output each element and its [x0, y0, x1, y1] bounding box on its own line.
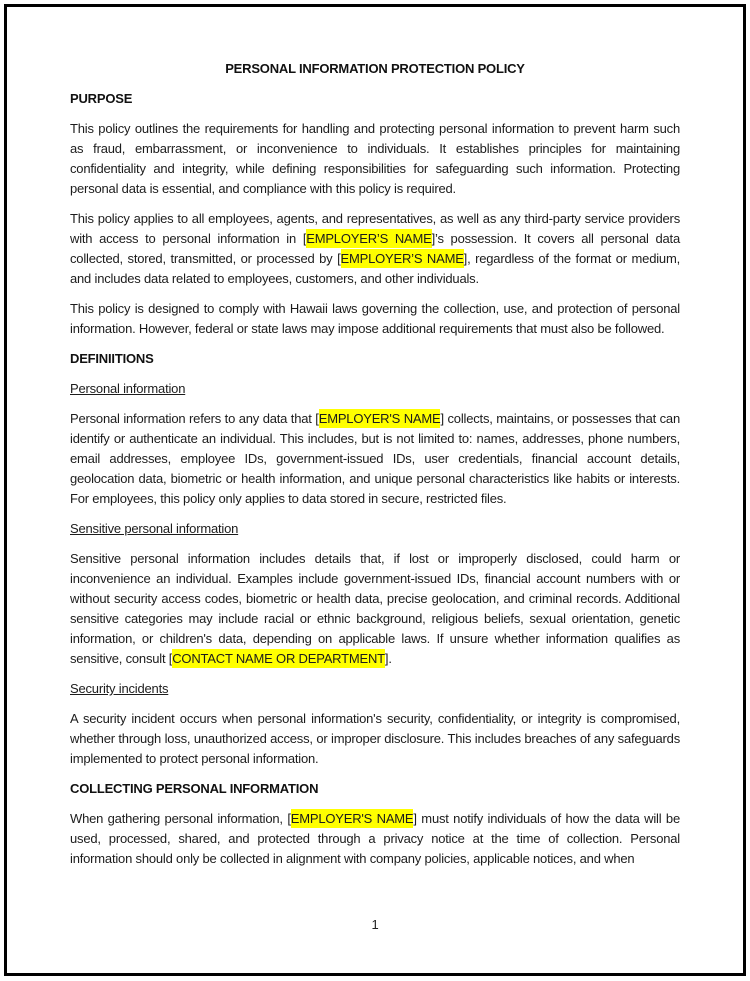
highlighted-placeholder: EMPLOYER'S NAME: [290, 811, 414, 826]
paragraph-personal-information: [70, 409, 680, 509]
highlighted-placeholder: CONTACT NAME OR DEPARTMENT: [172, 651, 385, 666]
paragraph-collecting-personal-information: [70, 809, 680, 869]
document-page: [4, 4, 746, 976]
document-title: PERSONAL INFORMATION PROTECTION POLICY: [225, 61, 525, 76]
paragraph-purpose-compliance: This policy is designed to comply with Hawaii laws governing the collection, use, and protection of personal information. However, federal or state laws may impose additional requirements that must also be followed.: [70, 301, 680, 336]
subheading-personal-information: Personal information: [70, 381, 186, 396]
text-run: When gathering personal information, [: [70, 811, 291, 826]
text-run: ] must notify individuals of how the data will be used, processed, shared, and protected through a privacy notice at the time of collection. Personal information should only be collected in alignment with company policies, applicable notices, and when: [70, 811, 680, 866]
text-run: Personal information refers to any data that [: [70, 411, 319, 426]
paragraph-security-incidents: A security incident occurs when personal information's security, confidentiality, or integrity is compromised, whether through loss, unauthorized access, or improper disclosure. This includes breaches of any safeguards implemented to protect personal information.: [70, 711, 680, 766]
heading-collecting-personal-information: COLLECTING PERSONAL INFORMATION: [70, 781, 319, 796]
text-run: ]’s possession. It covers all personal data collected, stored, transmitted, or processed by [: [70, 231, 680, 266]
text-run: Sensitive personal information includes details that, if lost or improperly disclosed, could harm or inconvenience an individual. Examples include government-issued IDs, financial account numbers with or without security access codes, biometric or health data, precise geolocation, and criminal records. Additional sensitive categories may include racial or ethnic background, religious beliefs, sexual orientation, genetic information, or children's data, depending on applicable laws. If unsure whether information qualifies as sensitive, consult [: [70, 551, 680, 666]
subheading-security-incidents: Security incidents: [70, 681, 169, 696]
paragraph-sensitive-personal-information: [70, 549, 680, 669]
highlighted-placeholder: EMPLOYER’S NAME: [340, 251, 464, 266]
text-run: This policy applies to all employees, agents, and representatives, as well as any third-party service providers with access to personal information in [: [70, 211, 680, 246]
subheading-sensitive-personal-information: Sensitive personal information: [70, 521, 239, 536]
text-run: ], regardless of the format or medium, and includes data related to employees, customers, and other individuals.: [70, 251, 680, 286]
page-number: 1: [371, 917, 379, 932]
paragraph-purpose-scope: [70, 209, 680, 289]
heading-definitions: DEFINIITIONS: [70, 351, 154, 366]
text-run: ].: [384, 651, 392, 666]
highlighted-placeholder: EMPLOYER’S NAME: [306, 231, 432, 246]
highlighted-placeholder: EMPLOYER'S NAME: [318, 411, 441, 426]
text-run: ] collects, maintains, or possesses that can identify or authenticate an individual. This includes, but is not limited to: names, addresses, phone numbers, email addresses, employee IDs, government-issued IDs, user credentials, financial account details, geolocation data, biometric or health information, and unique personal characteristics like habits or interests. For employees, this policy only applies to data stored in secure, restricted files.: [70, 411, 680, 506]
paragraph-purpose-overview: This policy outlines the requirements for handling and protecting personal information to prevent harm such as fraud, embarrassment, or inconvenience to individuals. It establishes principles for maintaining confidentiality and integrity, while defining responsibilities for safeguarding such information. Protecting personal data is essential, and compliance with this policy is required.: [70, 121, 680, 196]
heading-purpose: PURPOSE: [70, 91, 133, 106]
